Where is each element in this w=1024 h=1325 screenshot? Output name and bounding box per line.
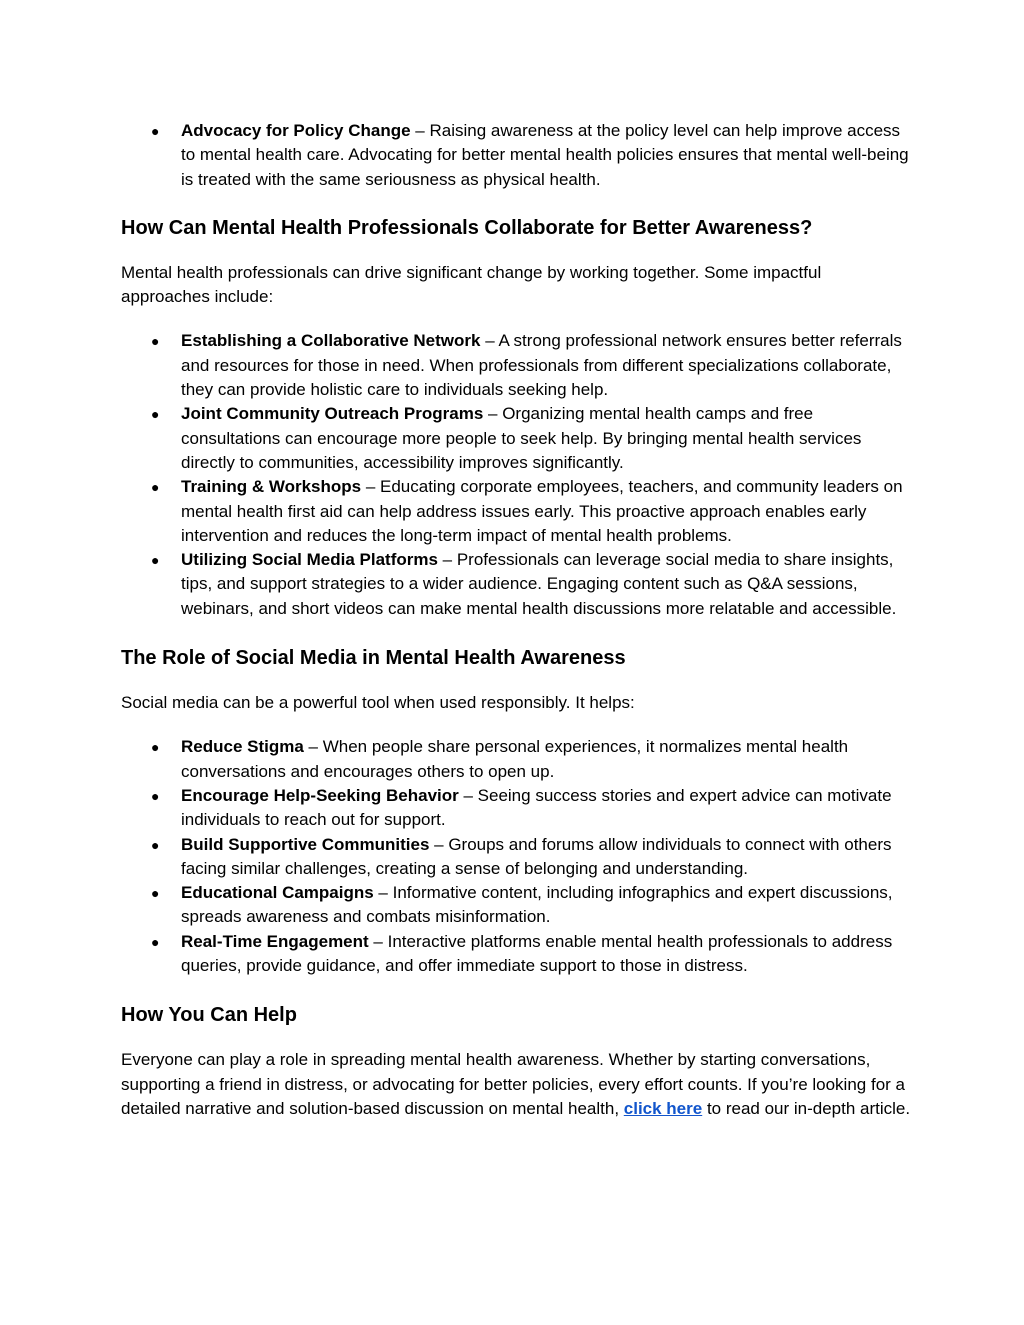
bullet-icon: ● (151, 333, 160, 350)
bullet-icon: ● (151, 406, 160, 423)
list-item (121, 548, 911, 621)
list-item-term: Real-Time Engagement (181, 931, 369, 951)
list-item-term: Reduce Stigma (181, 737, 304, 757)
list-item (121, 784, 911, 833)
bullet-icon: ● (151, 933, 160, 950)
list-item-text: Interactive platforms enable mental health professionals to address queries, provide guidance, and offer immediate support to those in distress. (181, 931, 893, 976)
list-item-text: Groups and forums allow individuals to connect with others facing similar challenges, creating a sense of belonging and understanding. (181, 834, 892, 878)
click-here-link[interactable]: click here (623, 1098, 703, 1118)
list-item (121, 881, 911, 930)
dash-separator: – (458, 785, 478, 805)
bullet-icon: ● (151, 479, 160, 496)
section-heading-how-you-can-help: How You Can Help (121, 1004, 297, 1027)
list-item-term: Establishing a Collaborative Network (181, 331, 481, 351)
collaborate-bullet-list (121, 329, 911, 621)
bullet-icon: ● (151, 885, 160, 902)
dash-separator: – (483, 404, 503, 424)
list-item-term: Educational Campaigns (181, 883, 374, 903)
section-heading-collaborate: How Can Mental Health Professionals Collaborate for Better Awareness? (121, 216, 813, 239)
section-intro-social-media: Social media can be a powerful tool when used responsibly. It helps: (121, 693, 635, 713)
list-item-text: When people share personal experiences, it normalizes mental health conversations and encourages others to open up. (181, 737, 849, 781)
section-body-how-you-can-help (121, 1048, 911, 1121)
social-media-bullet-list (121, 735, 911, 978)
document-page (121, 118, 911, 1121)
bullet-icon: ● (151, 739, 160, 756)
list-item-term: Encourage Help-Seeking Behavior (181, 785, 459, 805)
list-item (121, 402, 911, 475)
dash-separator: – (437, 550, 457, 570)
bullet-icon: ● (151, 836, 160, 853)
section-heading-social-media: The Role of Social Media in Mental Health Awareness (121, 647, 626, 670)
list-item-term: Utilizing Social Media Platforms (181, 550, 438, 570)
list-item-term: Training & Workshops (181, 477, 362, 497)
bullet-icon: ● (151, 123, 160, 139)
list-item-term: Advocacy for Policy Change (181, 121, 411, 140)
section-intro-collaborate: Mental health professionals can drive significant change by working together. Some impactful approaches include: (121, 262, 822, 307)
dash-separator: – (368, 931, 388, 951)
dash-separator: – (480, 331, 499, 351)
list-item (121, 119, 911, 192)
list-item (121, 329, 911, 402)
body-text-before-link: Everyone can play a role in spreading mental health awareness. Whether by starting conversations, supporting a friend in distress, or advocating for better policies, every effort counts. If you’re looking for a detailed narrative and solution-based discussion on mental health, (121, 1050, 905, 1118)
bullet-icon: ● (151, 552, 160, 569)
dash-separator: – (410, 121, 430, 140)
list-item-term: Joint Community Outreach Programs (181, 404, 484, 424)
list-item-text: Organizing mental health camps and free consultations can encourage more people to seek help. By bringing mental health services directly to communities, accessibility improves significantly. (181, 404, 862, 472)
bullet-icon: ● (151, 787, 160, 804)
intro-bullet-list (121, 119, 911, 192)
list-item (121, 833, 911, 882)
body-text-after-link: to read our in-depth article. (702, 1098, 911, 1118)
dash-separator: – (373, 883, 393, 903)
list-item (121, 930, 911, 979)
list-item-text: Seeing success stories and expert advice can motivate individuals to reach out for support. (181, 785, 892, 830)
list-item-text: Educating corporate employees, teachers, and community leaders on mental health first aid can help address issues early. This proactive approach enables early intervention and reduces the long-term impact of mental health problems. (181, 477, 903, 545)
list-item-text: Informative content, including infographics and expert discussions, spreads awareness and combats misinformation. (181, 883, 893, 927)
list-item-text: Professionals can leverage social media to share insights, tips, and support strategies to a wider audience. Engaging content such as Q&A sessions, webinars, and short videos can make mental health discussions more relatable and accessible. (181, 550, 897, 618)
list-item (121, 735, 911, 784)
list-item-term: Build Supportive Communities (181, 834, 430, 854)
dash-separator: – (361, 477, 380, 497)
list-item (121, 475, 911, 548)
dash-separator: – (429, 834, 449, 854)
list-item-text: A strong professional network ensures better referrals and resources for those in need. When professionals from different specializations collaborate, they can provide holistic care to individuals seeking help. (181, 331, 902, 400)
list-item-text: Raising awareness at the policy level can help improve access to mental health care. Advocating for better mental health policies ensures that mental well-being is treated with the same seriousness as physical health. (181, 121, 909, 189)
dash-separator: – (303, 737, 323, 757)
